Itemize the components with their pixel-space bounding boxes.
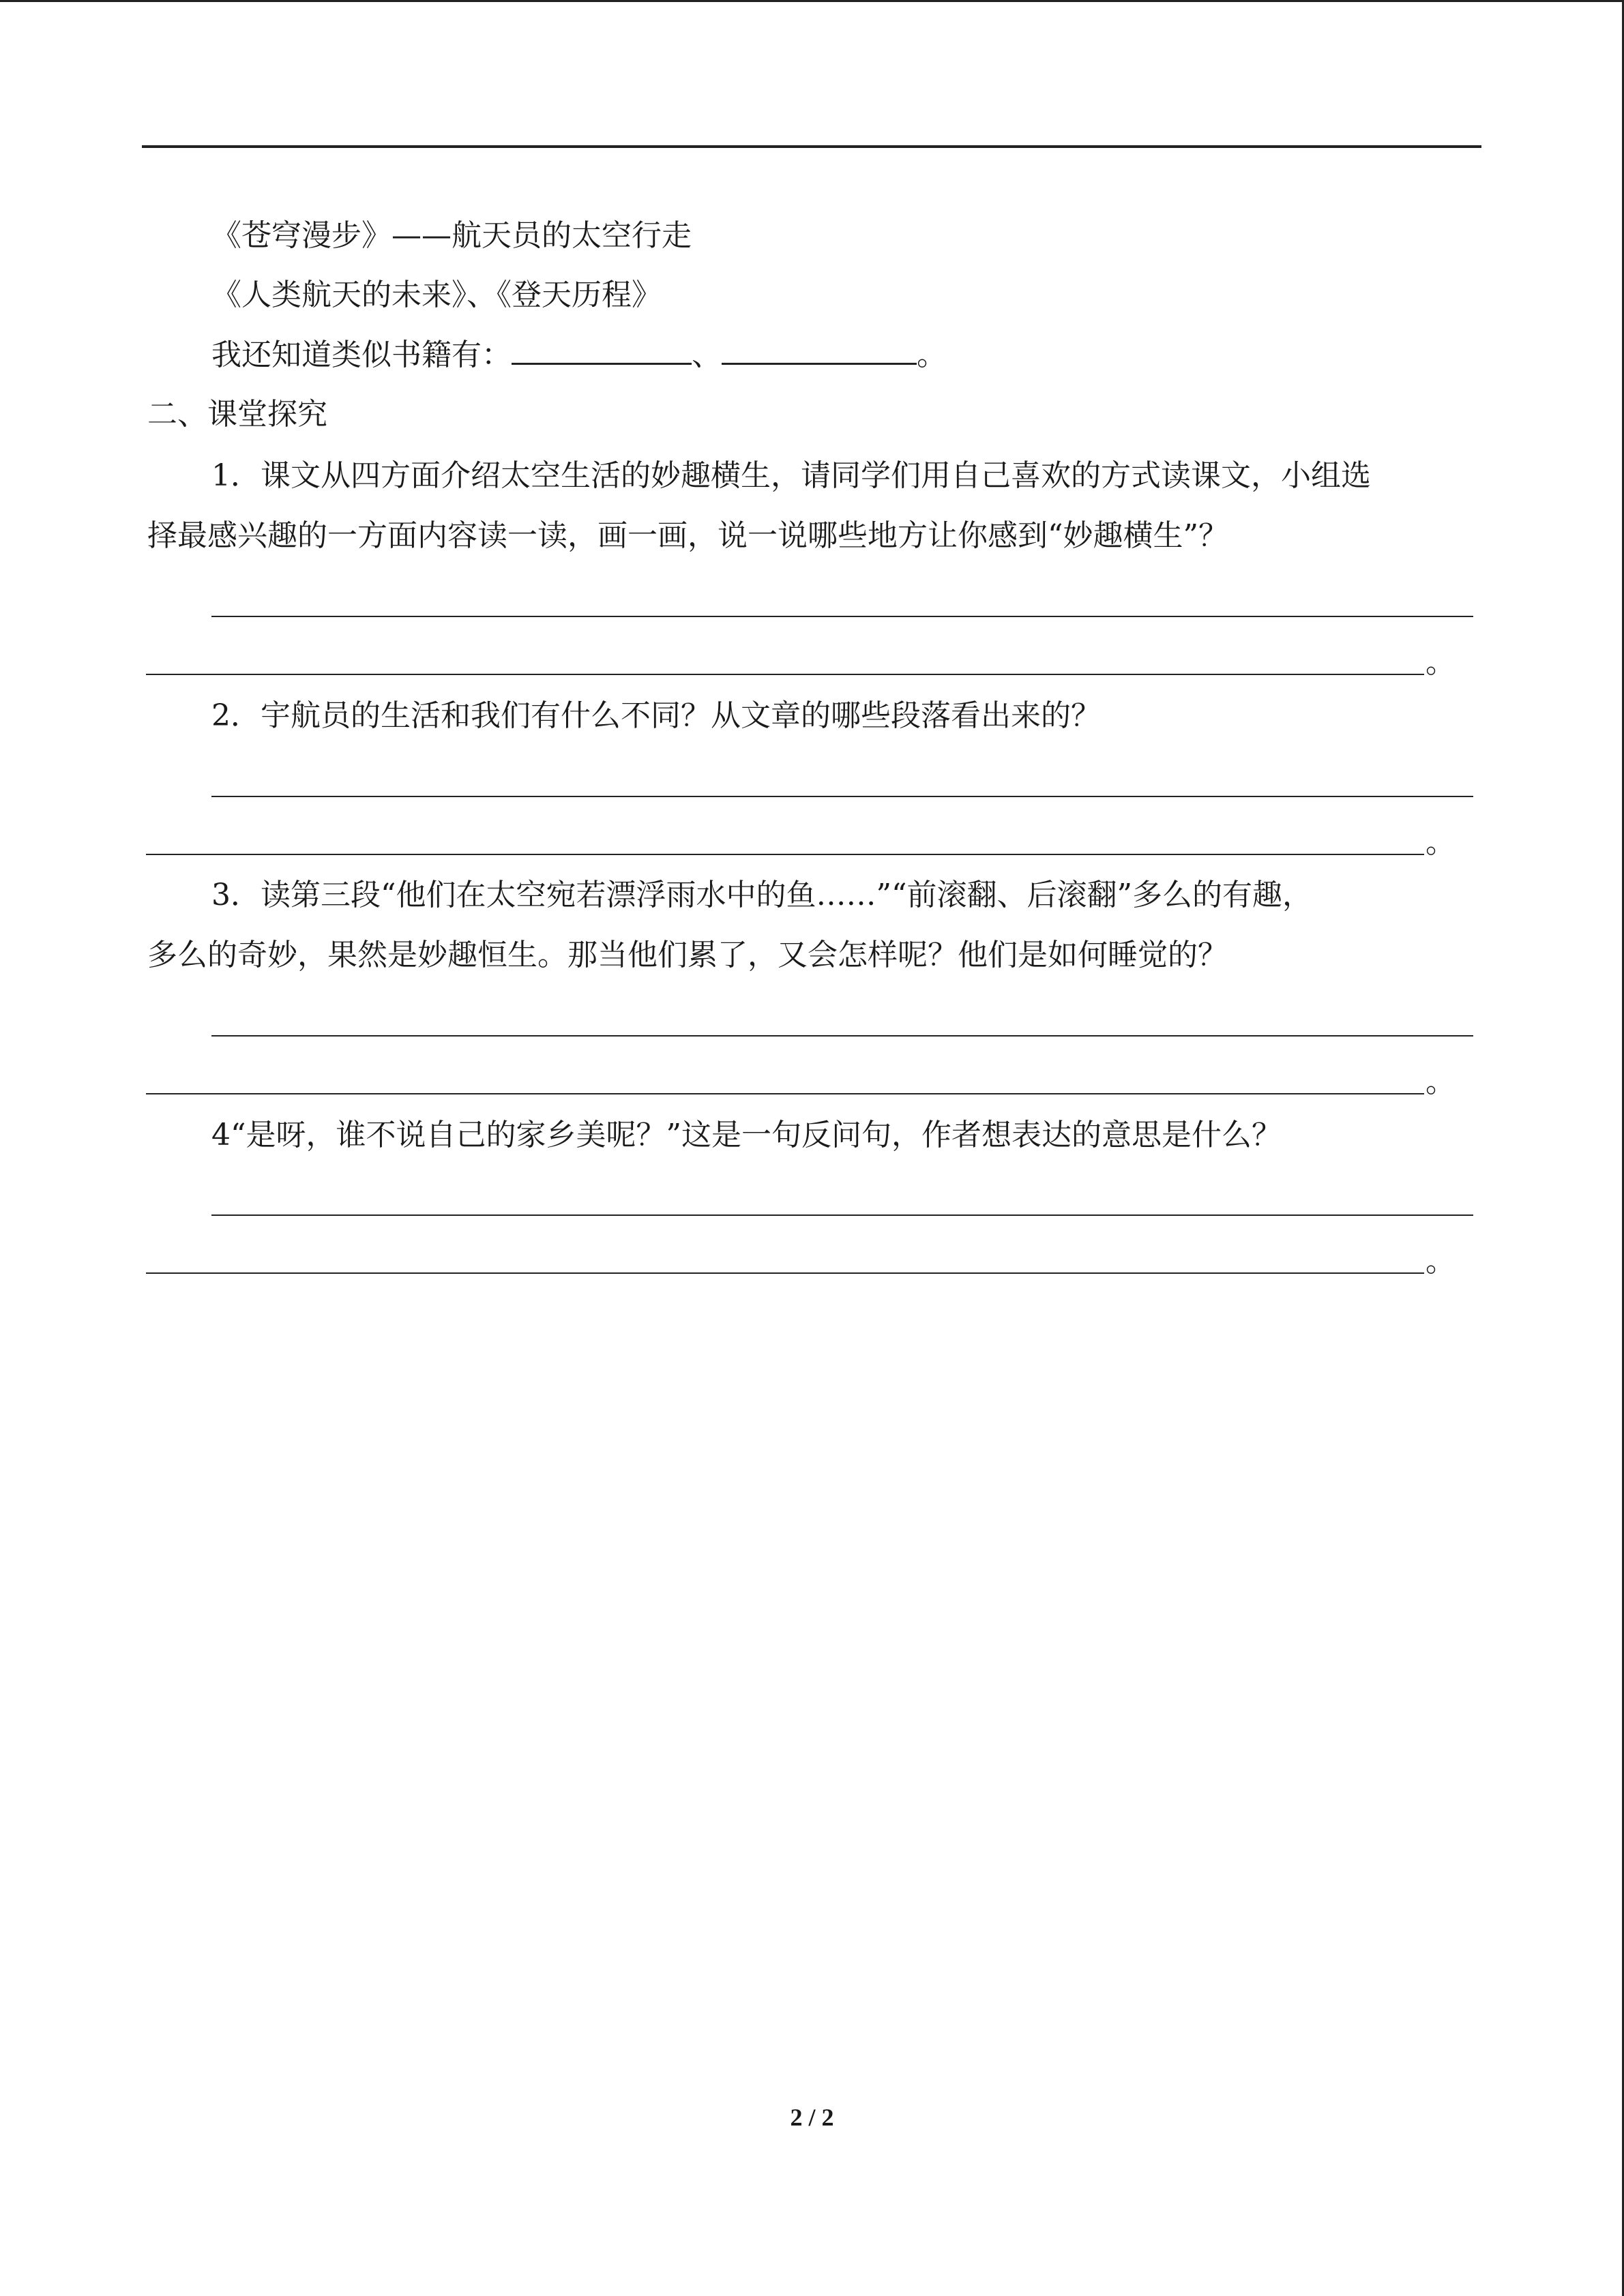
answer-line-2b[interactable]	[146, 854, 1424, 855]
answer-line-3b[interactable]	[146, 1093, 1424, 1094]
blank-separator: 、	[692, 338, 722, 372]
answer-line-3a[interactable]	[211, 1035, 1473, 1037]
question-3-line-1: 3．读第三段“他们在太空宛若漂浮雨水中的鱼……”“前滚翻、后滚翻”多么的有趣，	[211, 878, 1312, 912]
section-heading: 二、课堂探究	[147, 397, 327, 432]
question-1-line-2: 择最感兴趣的一方面内容读一读，画一画，说一说哪些地方让你感到“妙趣横生”？	[147, 518, 1228, 553]
answer-end-2: 。	[1426, 825, 1456, 860]
page-number: 2 / 2	[790, 2104, 834, 2131]
similar-books-prefix: 我还知道类似书籍有：	[211, 338, 512, 372]
answer-line-4a[interactable]	[211, 1214, 1473, 1216]
question-4-line-1: 4“是呀，谁不说自己的家乡美呢？”这是一句反问句，作者想表达的意思是什么？	[211, 1118, 1282, 1152]
answer-end-3: 。	[1426, 1064, 1456, 1099]
question-3-line-2: 多么的奇妙，果然是妙趣恒生。那当他们累了，又会怎样呢？他们是如何睡觉的？	[147, 938, 1228, 972]
answer-line-1b[interactable]	[146, 674, 1424, 675]
answer-end-1: 。	[1426, 645, 1456, 680]
answer-end-4: 。	[1426, 1244, 1456, 1279]
book-line-1: 《苍穹漫步》——航天员的太空行走	[211, 218, 692, 253]
answer-line-2a[interactable]	[211, 796, 1473, 797]
answer-line-1a[interactable]	[211, 616, 1473, 617]
similar-books-line	[211, 336, 947, 374]
book-blank-2[interactable]	[722, 336, 917, 365]
question-1-line-1: 1．课文从四方面介绍太空生活的妙趣横生，请同学们用自己喜欢的方式读课文，小组选	[211, 458, 1371, 493]
answer-line-4b[interactable]	[146, 1272, 1424, 1274]
header-rule	[142, 145, 1481, 148]
question-2-line-1: 2．宇航员的生活和我们有什么不同？从文章的哪些段落看出来的？	[211, 698, 1101, 733]
page-frame-top	[0, 0, 1624, 2]
book-line-2: 《人类航天的未来》、《登天历程》	[211, 278, 662, 312]
book-blank-1[interactable]	[512, 336, 692, 365]
blank-end: 。	[917, 338, 947, 372]
